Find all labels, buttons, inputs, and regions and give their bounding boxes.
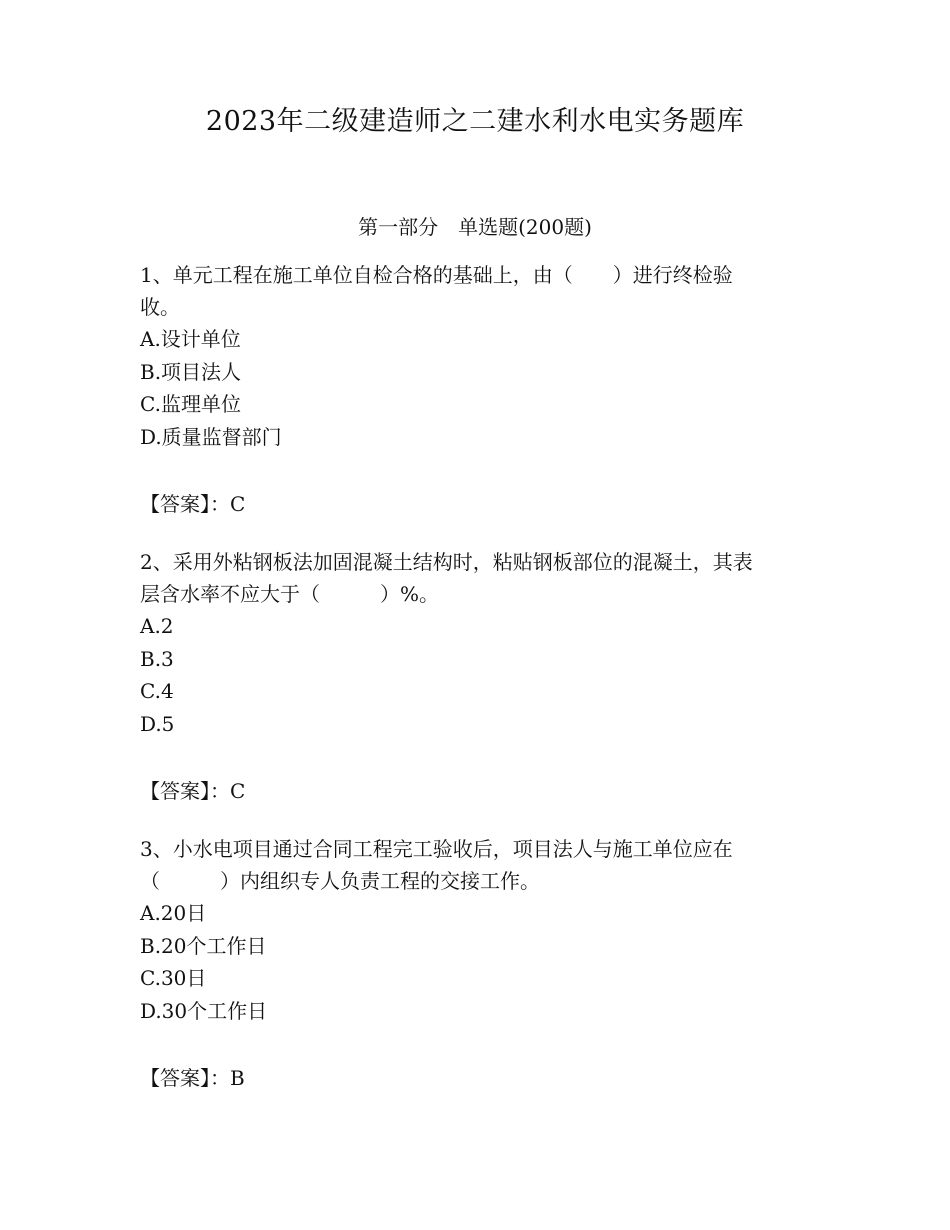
question-stem-line: 1、单元工程在施工单位自检合格的基础上，由（ ）进行终检验	[140, 263, 733, 287]
option-a: A.设计单位	[140, 327, 241, 351]
question-1	[140, 259, 820, 518]
option-b: B.3	[140, 646, 174, 671]
question-3	[140, 833, 820, 1092]
answer-label: 【答案】：	[140, 1066, 230, 1090]
answer-value: C	[230, 779, 246, 803]
option-d: D.5	[140, 711, 175, 736]
option-d: D.30个工作日	[140, 998, 268, 1023]
answer-line	[140, 490, 820, 518]
document-title: 2023年二级建造师之二建水利水电实务题库	[205, 106, 745, 137]
option-d: D.质量监督部门	[140, 424, 282, 449]
question-2	[140, 546, 820, 805]
question-stem-line: 3、小水电项目通过合同工程完工验收后，项目法人与施工单位应在	[140, 837, 733, 861]
question-list	[140, 259, 820, 1120]
option-c: C.30日	[140, 966, 207, 990]
option-a: A.2	[140, 614, 174, 638]
answer-value: C	[230, 492, 246, 516]
answer-value: B	[230, 1066, 245, 1090]
question-stem-line: 收。	[140, 295, 180, 319]
option-a: A.20日	[140, 901, 207, 925]
option-c: C.4	[140, 679, 174, 703]
option-b: B.项目法人	[140, 359, 242, 384]
question-stem-line: 层含水率不应大于（ ）%。	[140, 582, 440, 606]
answer-line	[140, 1064, 820, 1092]
option-b: B.20个工作日	[140, 933, 267, 958]
option-c: C.监理单位	[140, 392, 241, 416]
answer-line	[140, 777, 820, 805]
section-heading: 第一部分 单选题(200题)	[358, 215, 592, 239]
question-stem-line: （ ）内组织专人负责工程的交接工作。	[140, 869, 540, 893]
answer-label: 【答案】：	[140, 779, 230, 803]
answer-label: 【答案】：	[140, 492, 230, 516]
question-stem-line: 2、采用外粘钢板法加固混凝土结构时，粘贴钢板部位的混凝土，其表	[140, 550, 753, 574]
